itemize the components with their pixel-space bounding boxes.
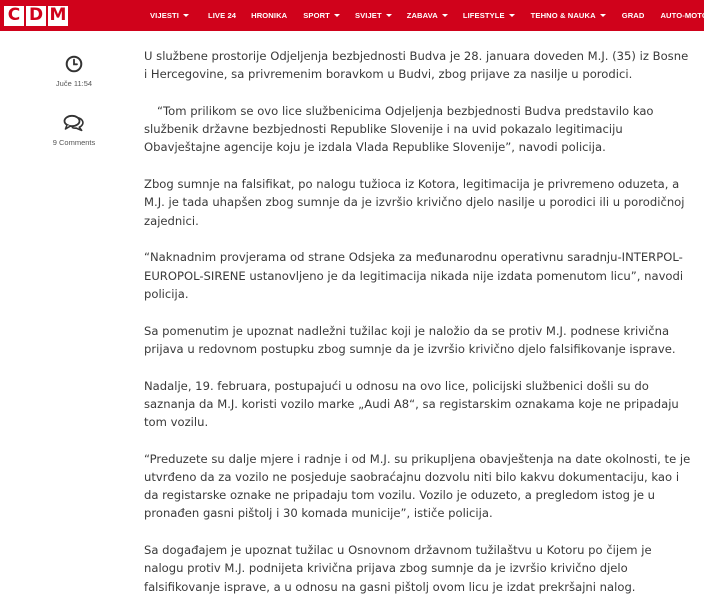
chevron-down-icon [600, 14, 606, 17]
nav-item-label: HRONIKA [251, 11, 288, 20]
article-body [144, 47, 692, 614]
logo-letter-m: M [49, 5, 67, 25]
nav-item-label: SPORT [303, 11, 330, 20]
nav-item-label: VIJESTI [150, 11, 179, 20]
nav-item-svijet[interactable] [355, 11, 392, 20]
nav-item-lifestyle[interactable] [463, 11, 515, 20]
article-paragraph: Sa pomenutim je upoznat nadležni tužilac koji je naložio da se protiv M.J. podnese krivična prijava u redovnom postupku zbog sumnje da je izvršio krivično djelo falsifikovanje isprave. [144, 323, 676, 356]
nav-item-zabava[interactable] [407, 11, 448, 20]
chevron-down-icon [509, 14, 515, 17]
publish-time-label: Juče 11:54 [55, 79, 93, 88]
comments-icon [63, 114, 85, 132]
publish-time [0, 55, 148, 88]
clock-icon [65, 55, 83, 73]
nav-item-label: SVIJET [354, 11, 382, 20]
comments-link[interactable] [0, 114, 148, 147]
nav-item-label: ZABAVA [406, 11, 438, 20]
nav-item-hronika[interactable] [251, 11, 287, 20]
article-paragraph: “Tom prilikom se ovo lice službenicima Odjeljenja bezbjednosti Budva predstavilo kao službenik državne bezbjednosti Republike Slovenije i na uvid pokazalo legitimaciju Obavještajne agencije koju je izdala Vlada Republike Slovenije”, navodi policija. [144, 104, 654, 155]
chevron-down-icon [442, 14, 448, 17]
nav-item-label: GRAD [621, 11, 645, 20]
nav-item-sport[interactable] [303, 11, 340, 20]
nav-item-auto-moto[interactable] [660, 11, 717, 20]
nav-item-grad[interactable] [622, 11, 645, 20]
nav-item-label: LIVE 24 [207, 11, 237, 20]
comments-count-label: 9 Comments [52, 138, 96, 147]
chevron-down-icon [386, 14, 392, 17]
chevron-down-icon [712, 14, 718, 17]
chevron-down-icon [183, 14, 189, 17]
logo-letter-d: D [26, 6, 46, 26]
article-paragraph: Zbog sumnje na falsifikat, po nalogu tužioca iz Kotora, legitimacija je privremeno oduzeta, a M.J. je tada uhapšen zbog sumnje da je izvršio krivično djelo nasilje u porodici ili u porodičnoj zajednici. [144, 177, 685, 228]
nav-item-tehno-nauka[interactable] [531, 11, 606, 20]
nav-item-label: AUTO-MOTO [660, 11, 708, 20]
article-paragraph: Nadalje, 19. februara, postupajući u odnosu na ovo lice, policijski službenici došli su do saznanja da M.J. koristi vozilo marke „Audi A8“, sa registarskim oznakama koje ne pripadaju tom vozilu. [144, 378, 679, 430]
nav-item-vijesti[interactable] [150, 11, 189, 20]
nav-item-label: TEHNO & NAUKA [530, 11, 596, 20]
top-navigation-bar [0, 0, 708, 31]
nav-item-label: LIFESTYLE [462, 11, 505, 20]
logo-letter-c: C [4, 6, 24, 26]
nav-item-live24[interactable] [208, 11, 236, 20]
article-paragraph: Sa događajem je upoznat tužilac u Osnovnom državnom tužilaštvu u Kotoru po čijem je nalogu protiv M.J. podnijeta krivična prijava zbog sumnje da je izvršio krivično djelo falsifikovanje isprave, a u odnosu na gasni pištolj ovom licu je izdat prekršajni nalog. [144, 543, 652, 594]
article-paragraph: “Preduzete su dalje mjere i radnje i od M.J. su prikupljena obavještenja na date okolnosti, te je utvrđeno da za vozilo ne posjeduje saobraćajnu dozvolu niti bilo kakvu dokumentaciju, kao i da registarske oznake ne pripadaju tom vozilu. Vozilo je oduzeto, a pregledom istog je u pronađen gasni pištolj i 30 komada municije”, ističe policija. [144, 451, 691, 521]
chevron-down-icon [334, 14, 340, 17]
main-nav [150, 0, 718, 31]
article-paragraph: U službene prostorije Odjeljenja bezbjednosti Budva je 28. januara doveden M.J. (35) iz Bosne i Hercegovine, sa privremenim boravkom u Budvi, zbog prijave za nasilje u porodici. [144, 49, 689, 82]
site-logo[interactable] [4, 6, 68, 26]
article-paragraph: “Naknadnim provjerama od strane Odsjeka za međunarodnu operativnu saradnju-INTERPOL-EUROPOL-SIRENE ustanovljeno je da legitimacija nikada nije izdata pomenutom licu”, navodi policija. [144, 250, 684, 301]
